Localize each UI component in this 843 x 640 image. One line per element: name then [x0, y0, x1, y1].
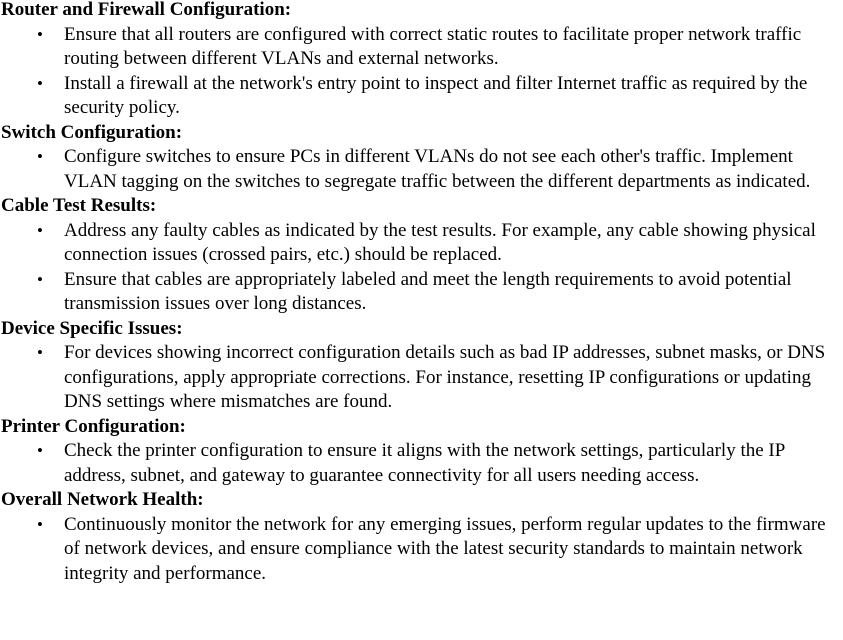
bullet-list	[1, 219, 843, 317]
bullet-list	[1, 341, 843, 415]
list-item-text: Ensure that all routers are configured with correct static routes to facilitate proper network traffic routing between different VLANs and external networks.	[64, 23, 802, 69]
bullet-icon: •	[37, 514, 43, 534]
list-item	[37, 341, 843, 415]
list-item	[37, 219, 843, 268]
section-heading: Printer Configuration:	[1, 415, 186, 437]
list-item-text: Address any faulty cables as indicated by the test results. For example, any cable showing physical connection issues (crossed pairs, etc.) should be replaced.	[64, 219, 816, 265]
section-printer-configuration	[1, 415, 843, 489]
bullet-list	[1, 145, 843, 194]
bullet-icon: •	[37, 269, 43, 289]
bullet-icon: •	[37, 24, 43, 44]
section-device-specific-issues	[1, 317, 843, 415]
bullet-list	[1, 513, 843, 587]
section-router-firewall	[1, 0, 843, 121]
list-item	[37, 145, 843, 194]
list-item-text: Configure switches to ensure PCs in different VLANs do not see each other's traffic. Implement VLAN tagging on the switches to segregate traffic between the different departments as indicated.	[64, 146, 811, 192]
bullet-list	[1, 439, 843, 488]
list-item	[37, 439, 843, 488]
section-heading: Router and Firewall Configuration:	[1, 0, 292, 20]
section-switch-configuration	[1, 121, 843, 195]
bullet-icon: •	[37, 441, 43, 460]
section-heading: Switch Configuration:	[1, 121, 183, 143]
section-heading: Device Specific Issues:	[1, 317, 183, 339]
bullet-icon: •	[37, 73, 43, 93]
section-overall-network-health	[1, 488, 843, 586]
list-item-text: Continuously monitor the network for any emerging issues, perform regular updates to the firmware of network devices, and ensure compliance with the latest security standards to maintain network integrity and performance.	[64, 513, 826, 584]
bullet-icon: •	[37, 220, 43, 240]
list-item-text: Ensure that cables are appropriately labeled and meet the length requirements to avoid potential transmission issues over long distances.	[64, 268, 792, 314]
list-item	[37, 23, 843, 72]
list-item-text: Check the printer configuration to ensure it aligns with the network settings, particularly the IP address, subnet, and gateway to guarantee connectivity for all users needing access.	[64, 440, 785, 486]
bullet-icon: •	[37, 343, 43, 362]
list-item	[37, 268, 843, 317]
section-cable-test-results	[1, 194, 843, 317]
list-item	[37, 72, 843, 121]
section-heading: Overall Network Health:	[1, 489, 204, 510]
list-item-text: Install a firewall at the network's entry point to inspect and filter Internet traffic as required by the security policy.	[64, 72, 808, 118]
list-item	[37, 513, 843, 587]
bullet-icon: •	[37, 147, 43, 166]
list-item-text: For devices showing incorrect configuration details such as bad IP addresses, subnet masks, or DNS configurations, apply appropriate corrections. For instance, resetting IP configurations or updating DNS settings where mismatches are found.	[64, 342, 826, 412]
bullet-list	[1, 23, 843, 121]
section-heading: Cable Test Results:	[1, 195, 157, 216]
